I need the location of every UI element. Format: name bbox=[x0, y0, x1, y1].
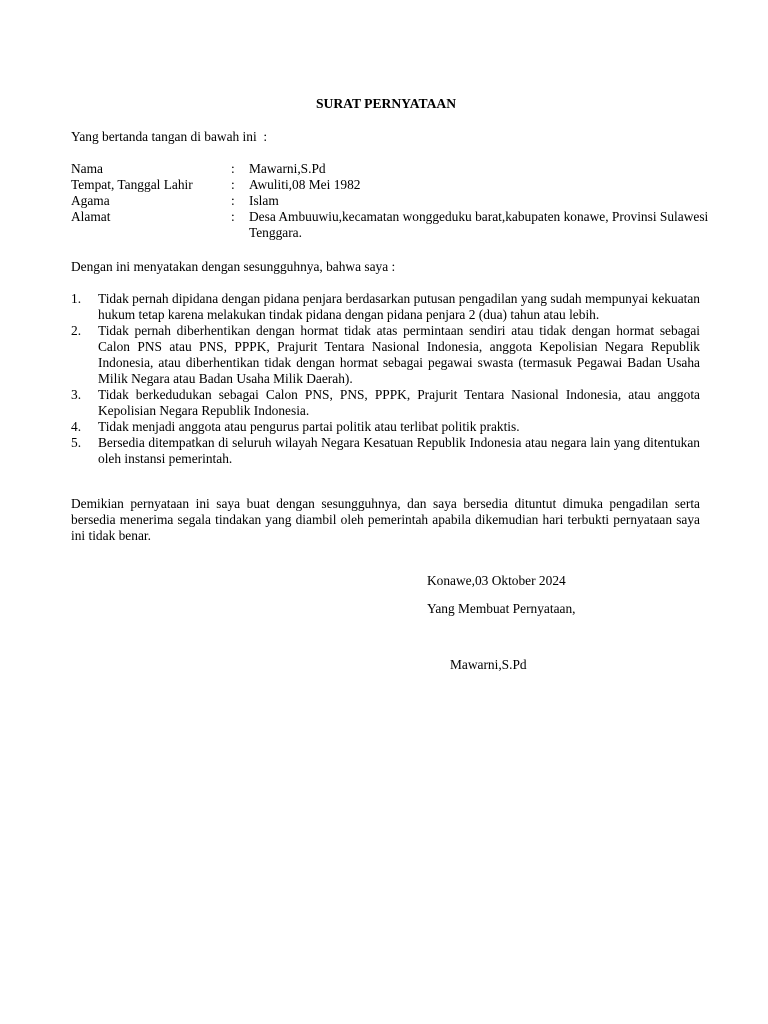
identity-colon: : bbox=[231, 209, 235, 224]
list-item bbox=[71, 419, 700, 435]
list-item bbox=[71, 387, 700, 419]
declaration-intro: Dengan ini menyatakan dengan sesungguhnya, bahwa saya : bbox=[71, 259, 396, 274]
list-item-text: Tidak pernah diberhentikan dengan hormat tidak atas permintaan sendiri atau tidak dengan hormat sebagai Calon PNS atau PNS, PPPK, Prajurit Tentara Nasional Indonesia, anggota Kepolisian Negara Republik Indonesia, atau diberhentikan tidak dengan hormat sebagai pegawai swasta (termasuk Pegawai Badan Usaha Milik Negara atau Badan Usaha Milik Daerah). bbox=[98, 323, 700, 386]
identity-row-birth bbox=[71, 177, 711, 193]
identity-value: Desa Ambuuwiu,kecamatan wonggeduku barat,kabupaten konawe, Provinsi Sulawesi Tenggara. bbox=[249, 209, 709, 240]
identity-label: Agama bbox=[71, 193, 110, 208]
identity-value: Awuliti,08 Mei 1982 bbox=[249, 177, 361, 192]
list-item bbox=[71, 323, 700, 387]
identity-row-name bbox=[71, 161, 711, 177]
identity-row-religion bbox=[71, 193, 711, 209]
intro-text: Yang bertanda tangan di bawah ini : bbox=[71, 129, 268, 144]
signature-role: Yang Membuat Pernyataan, bbox=[427, 601, 576, 616]
list-item-number: 1. bbox=[71, 291, 82, 306]
list-item-number: 4. bbox=[71, 419, 82, 434]
identity-label: Nama bbox=[71, 161, 103, 176]
identity-value: Islam bbox=[249, 193, 279, 208]
list-item-number: 3. bbox=[71, 387, 82, 402]
identity-colon: : bbox=[231, 193, 235, 208]
list-item-text: Tidak berkedudukan sebagai Calon PNS, PNS, PPPK, Prajurit Tentara Nasional Indonesia, atau anggota Kepolisian Negara Republik Indonesia. bbox=[98, 387, 700, 418]
statement-list bbox=[71, 291, 700, 467]
list-item-number: 2. bbox=[71, 323, 82, 338]
signature-place-date: Konawe,03 Oktober 2024 bbox=[427, 573, 566, 588]
identity-table bbox=[71, 161, 711, 241]
list-item-number: 5. bbox=[71, 435, 82, 450]
identity-row-address bbox=[71, 209, 711, 241]
list-item-text: Tidak pernah dipidana dengan pidana penjara berdasarkan putusan pengadilan yang sudah mempunyai kekuatan hukum tetap karena melakukan tindak pidana dengan pidana penjara 2 (dua) tahun atau lebih. bbox=[98, 291, 700, 322]
identity-label: Tempat, Tanggal Lahir bbox=[71, 177, 193, 192]
identity-colon: : bbox=[231, 161, 235, 176]
identity-label: Alamat bbox=[71, 209, 111, 224]
closing-paragraph: Demikian pernyataan ini saya buat dengan sesungguhnya, dan saya bersedia dituntut dimuka pengadilan serta bersedia menerima segala tindakan yang diambil oleh pemerintah apabila dikemudian hari terbukti pernyataan saya ini tidak benar. bbox=[71, 496, 700, 543]
list-item-text: Tidak menjadi anggota atau pengurus partai politik atau terlibat politik praktis. bbox=[98, 419, 520, 434]
document-title: SURAT PERNYATAAN bbox=[315, 96, 457, 111]
list-item bbox=[71, 291, 700, 323]
signatory-name: Mawarni,S.Pd bbox=[450, 657, 527, 672]
identity-colon: : bbox=[231, 177, 235, 192]
list-item-text: Bersedia ditempatkan di seluruh wilayah Negara Kesatuan Republik Indonesia atau negara lain yang ditentukan oleh instansi pemerintah. bbox=[98, 435, 700, 466]
identity-value: Mawarni,S.Pd bbox=[249, 161, 326, 176]
list-item bbox=[71, 435, 700, 467]
